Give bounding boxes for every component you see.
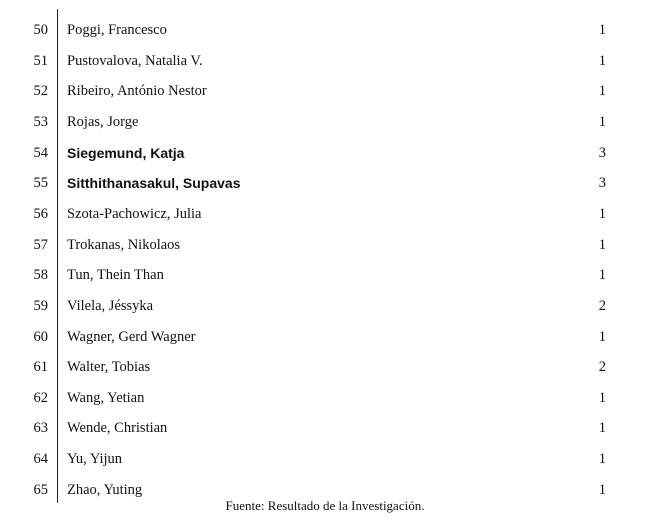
publication-count: 1 [598,52,606,69]
table-row [0,168,650,198]
publication-count: 1 [598,451,606,468]
author-name: Pustovalova, Natalia V. [67,52,203,69]
row-number: 55 [33,175,48,192]
row-number: 61 [33,359,48,376]
row-number: 50 [33,22,48,38]
row-number: 64 [33,451,48,468]
publication-count: 1 [598,267,606,284]
table-row [0,138,650,168]
publication-count: 1 [598,481,606,498]
author-name: Rojas, Jorge [67,113,139,130]
author-name: Wagner, Gerd Wagner [67,328,196,345]
publication-count: 2 [598,359,606,376]
table-row [0,383,650,413]
table-row [0,230,650,260]
row-number: 52 [33,83,48,100]
row-number: 62 [33,389,48,406]
source-caption: Fuente: Resultado de la Investigación. [225,498,425,513]
table-row [0,413,650,443]
author-name: Vilela, Jéssyka [67,297,154,314]
author-name: Tun, Thein Than [67,267,164,284]
table-row [0,352,650,382]
publication-count: 1 [598,420,606,437]
row-number: 51 [33,52,48,69]
publication-count: 1 [598,236,606,253]
row-number: 65 [33,481,48,498]
author-name: Sitthithanasakul, Supavas [67,175,241,192]
author-name: Zhao, Yuting [67,481,143,498]
author-name: Wende, Christian [67,420,168,437]
author-name: Trokanas, Nikolaos [67,236,181,253]
table-row [0,76,650,106]
row-number: 54 [33,144,48,161]
author-name: Szota-Pachowicz, Julia [67,205,202,222]
row-number: 53 [33,113,48,130]
row-number: 58 [33,267,48,284]
author-name: Yu, Yijun [67,451,123,468]
publication-count: 2 [598,297,606,314]
publication-count: 1 [598,205,606,222]
author-name: Walter, Tobias [67,359,151,376]
publication-count: 1 [598,328,606,345]
table-row [0,107,650,137]
row-number: 57 [33,236,48,253]
table-row [0,322,650,352]
table-row [0,199,650,229]
author-name: Wang, Yetian [67,389,145,406]
table-row [0,444,650,474]
table-row [0,15,650,45]
publication-count: 3 [598,144,606,161]
row-number: 59 [33,297,48,314]
row-number: 63 [33,420,48,437]
publication-count: 1 [598,113,606,130]
row-number: 60 [33,328,48,345]
publication-count: 3 [598,175,606,192]
author-name: Ribeiro, António Nestor [67,83,207,100]
publication-count: 1 [598,389,606,406]
author-name: Siegemund, Katja [67,144,185,161]
table-row [0,46,650,76]
publication-count: 1 [598,22,606,38]
table-row [0,291,650,321]
table-row [0,260,650,290]
publication-count: 1 [598,83,606,100]
author-name: Poggi, Francesco [67,22,167,38]
row-number: 56 [33,205,48,222]
